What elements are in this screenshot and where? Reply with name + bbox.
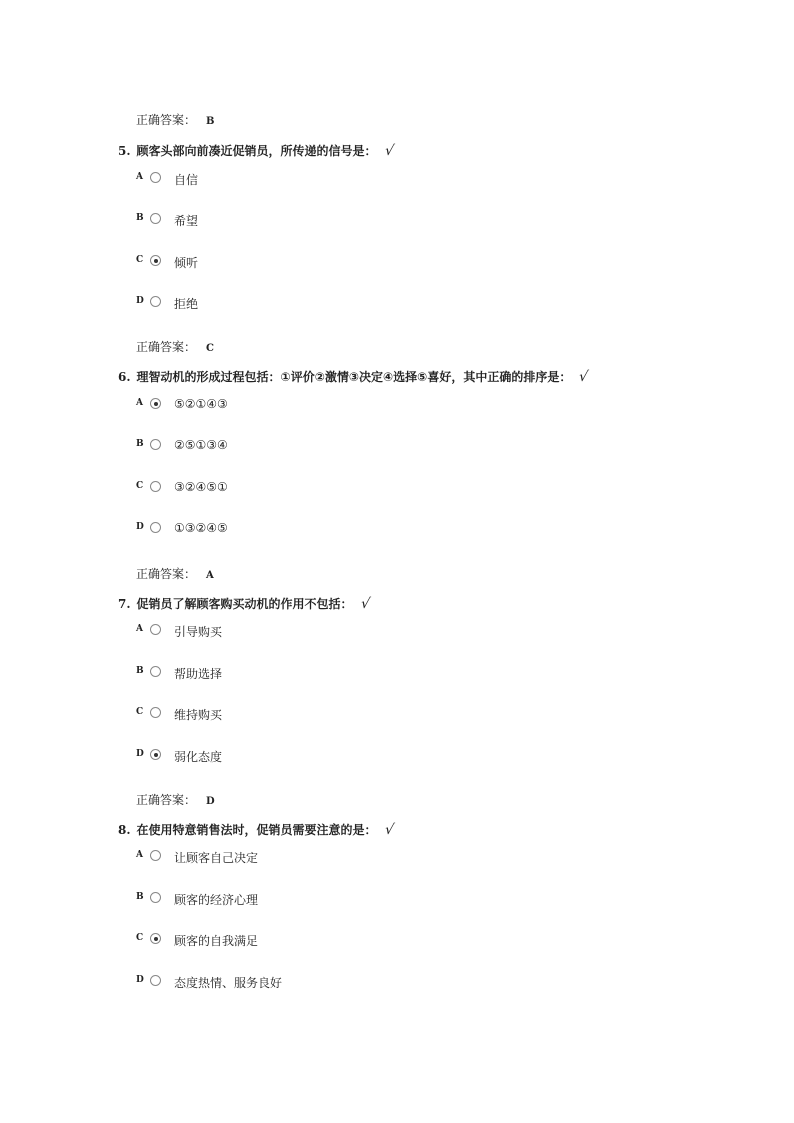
option-label: 拒绝 [174,297,199,311]
radio-button-selected[interactable] [150,933,161,944]
question-5 [118,142,393,159]
correct-answer-line [136,791,215,808]
radio-button[interactable] [150,624,161,635]
question-number: 5. [118,144,131,158]
question-number: 7. [118,597,131,611]
option-label: 倾听 [174,256,199,270]
radio-button[interactable] [150,172,161,183]
radio-button[interactable] [150,213,161,224]
correct-answer-line [136,565,214,582]
radio-button[interactable] [150,850,161,861]
question-6 [118,368,588,385]
correct-check-icon: √ [577,369,590,385]
correct-answer-prefix: 正确答案： [136,340,197,354]
option-letter: C [136,255,144,265]
radio-button[interactable] [150,707,161,718]
question-7 [118,595,369,612]
radio-button[interactable] [150,481,161,492]
option-letter: D [136,749,144,759]
radio-button-selected[interactable] [150,255,161,266]
option-letter: C [136,933,144,943]
question-number: 8. [118,823,131,837]
question-text: 顾客头部向前凑近促销员，所传递的信号是： [136,144,377,158]
correct-check-icon: √ [383,822,395,838]
question-number: 6. [118,370,131,384]
option-label: 顾客的自我满足 [174,934,259,948]
option-label: ⑤②①④③ [174,397,228,411]
radio-button[interactable] [150,975,161,986]
radio-button[interactable] [150,892,161,903]
radio-button[interactable] [150,296,161,307]
radio-button[interactable] [150,522,161,533]
option-label: 让顾客自己决定 [174,851,259,865]
radio-button[interactable] [150,666,161,677]
option-letter: B [136,892,144,902]
radio-button-selected[interactable] [150,749,161,760]
option-label: ②⑤①③④ [174,438,228,452]
option-label: ③②④⑤① [174,480,228,494]
option-letter: C [136,707,144,717]
option-label: 顾客的经济心理 [174,893,259,907]
option-letter: A [136,624,143,634]
correct-answer-line [136,338,214,355]
correct-check-icon: √ [359,596,371,612]
option-letter: C [136,481,144,491]
radio-button[interactable] [150,439,161,450]
option-label: 希望 [174,214,199,228]
option-letter: B [136,439,144,449]
correct-answer-line [136,111,214,128]
option-letter: D [136,975,144,985]
option-label: 维持购买 [174,708,223,722]
option-label: 引导购买 [174,625,223,639]
option-letter: A [136,398,143,408]
correct-answer-value: A [206,570,214,581]
question-text: 在使用特意销售法时，促销员需要注意的是： [136,823,377,837]
option-label: ①③②④⑤ [174,521,228,535]
question-text: 理智动机的形成过程包括：①评价②激情③决定④选择⑤喜好，其中正确的排序是： [136,370,572,384]
correct-answer-prefix: 正确答案： [136,793,197,807]
radio-button-selected[interactable] [150,398,161,409]
option-label: 弱化态度 [174,750,223,764]
option-letter: D [136,296,144,306]
option-label: 帮助选择 [174,667,223,681]
correct-answer-value: D [206,796,215,807]
question-8 [118,821,393,838]
option-letter: B [136,213,144,223]
question-text: 促销员了解顾客购买动机的作用不包括： [136,597,353,611]
correct-answer-prefix: 正确答案： [136,113,197,127]
correct-answer-value: B [206,116,215,127]
option-letter: A [136,172,143,182]
correct-answer-value: C [206,343,214,354]
option-letter: D [136,522,144,532]
correct-check-icon: √ [383,143,395,159]
option-label: 自信 [174,173,199,187]
correct-answer-prefix: 正确答案： [136,567,197,581]
option-letter: B [136,666,144,676]
option-letter: A [136,850,143,860]
option-label: 态度热情、服务良好 [174,976,283,990]
